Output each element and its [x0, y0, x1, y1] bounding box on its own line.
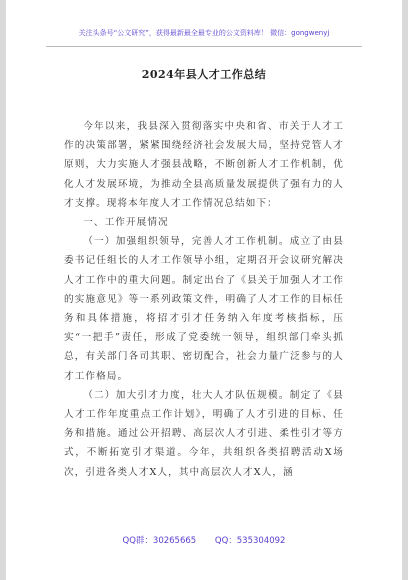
- body-paragraph: （一）加强组织领导，完善人才工作机制。成立了由县委书记任组长的人才工作领导小组，定期召开会议研究解决人才工作中的重大问题。制定出台了《县关于加强人才工作的实施意见》等一系列政策文件，明确了人才工作的目标任务和具体措施，将招才引才任务纳入年度考核指标，压实“一把手”责任，形成了党委统一领导，组织部门牵头抓总，有关部门各司其职、密切配合，社会力量广泛参与的人才工作格局。: [64, 236, 344, 382]
- document-title: 2024年县人才工作总结: [141, 68, 267, 81]
- header-divider: [46, 46, 362, 47]
- footer-qq-group: QQ群：30265665: [122, 536, 197, 546]
- body-paragraph: （二）加大引才力度，壮大人才队伍规模。制定了《县人才工作年度重点工作计划》，明确了人才引进的目标、任务和措施。通过公开招聘、高层次人才引进、柔性引才等方式，不断拓宽引才渠道。今年，共组织各类招聘活动X场次，引进各类人才X人，其中高层次人才X人，涵: [64, 389, 344, 478]
- intro-paragraph: 今年以来，我县深入贯彻落实中央和省、市关于人才工作的决策部署，紧紧围绕经济社会发展大局，坚持党管人才原则，大力实施人才强县战略，不断创新人才工作机制，优化人才发展环境，为推动全县高质量发展提供了强有力的人才支撑。现将本年度人才工作情况总结如下：: [64, 121, 344, 209]
- section-heading: 一、工作开展情况: [83, 217, 169, 229]
- footer-qq: QQ：535304092: [214, 536, 286, 546]
- document-body: [64, 117, 344, 482]
- document-page: [6, 0, 402, 580]
- header-promo-note: 关注头条号“公文研究”，获得最新最全最专业的公文资料库！ 微信：gongwenyj: [78, 29, 330, 37]
- footer-contact: [6, 534, 402, 546]
